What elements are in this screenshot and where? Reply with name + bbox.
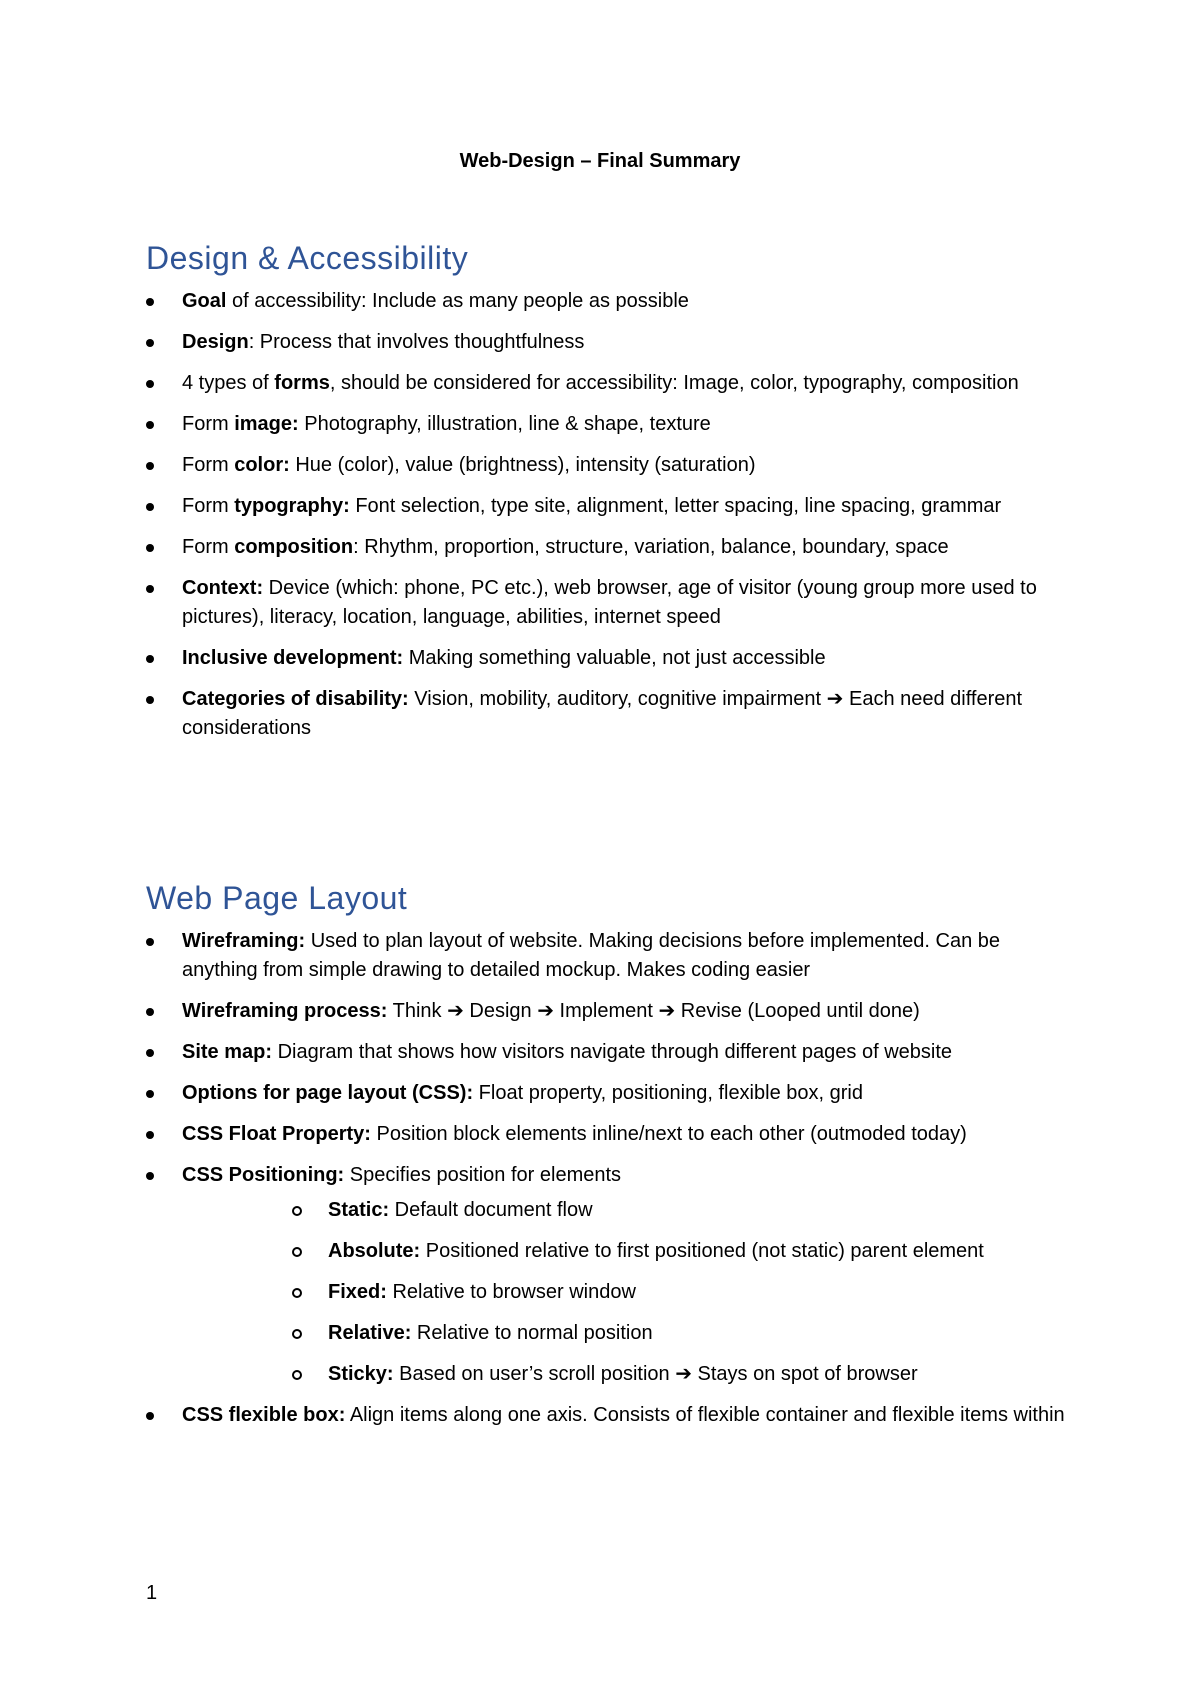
- list-item: [146, 1161, 1076, 1389]
- sub-list-item: [292, 1319, 1076, 1348]
- bullet-icon: [146, 339, 154, 347]
- item-term: Design: [182, 331, 249, 353]
- bullet-icon: [146, 696, 154, 704]
- item-text: : Process that involves thoughtfulness: [248, 331, 585, 353]
- item-lead: Form: [182, 454, 235, 476]
- item-term: image:: [234, 413, 299, 435]
- item-term: Wireframing:: [182, 930, 306, 952]
- item-text: Position block elements inline/next to each other (outmoded today): [370, 1123, 967, 1145]
- item-text: Relative to browser window: [386, 1281, 636, 1303]
- item-text: : Rhythm, proportion, structure, variation, balance, boundary, space: [353, 536, 949, 558]
- list-item: [146, 1120, 1076, 1149]
- item-lead: Form: [182, 536, 235, 558]
- item-text: Think ➔ Design ➔ Implement ➔ Revise (Looped until done): [387, 1000, 920, 1022]
- item-term: composition: [234, 536, 354, 558]
- item-term: CSS Positioning:: [182, 1164, 345, 1186]
- item-text: , should be considered for accessibility: Image, color, typography, composition: [329, 372, 1019, 394]
- item-text: of accessibility: Include as many people as possible: [226, 290, 689, 312]
- item-text: Align items along one axis. Consists of flexible container and flexible items within: [345, 1404, 1065, 1426]
- item-text: Used to plan layout of website. Making decisions before implemented. Can be anything from simple drawing to detailed mockup. Makes coding easier: [182, 930, 1001, 981]
- list-item: [146, 574, 1076, 632]
- item-term: Absolute:: [328, 1240, 421, 1262]
- list-item: [146, 685, 1076, 743]
- list-item: [146, 1401, 1076, 1430]
- circle-bullet-icon: [292, 1247, 302, 1257]
- bullet-icon: [146, 1090, 154, 1098]
- list-item: [146, 369, 1076, 398]
- bullet-icon: [146, 585, 154, 593]
- item-text: Specifies position for elements: [344, 1164, 622, 1186]
- circle-bullet-icon: [292, 1288, 302, 1298]
- sub-list-item: [292, 1278, 1076, 1307]
- bullet-icon: [146, 503, 154, 511]
- sub-list-item: [292, 1196, 1076, 1225]
- list-item: [146, 1079, 1076, 1108]
- section-design-accessibility: [146, 240, 1076, 755]
- bullet-icon: [146, 1412, 154, 1420]
- item-term: Fixed:: [328, 1281, 387, 1303]
- item-term: Relative:: [328, 1322, 412, 1344]
- bullet-list: [146, 287, 1076, 743]
- item-text: Font selection, type site, alignment, letter spacing, line spacing, grammar: [349, 495, 1002, 517]
- item-term: Options for page layout (CSS):: [182, 1082, 474, 1104]
- item-term: Site map:: [182, 1041, 273, 1063]
- document-title: Web-Design – Final Summary: [459, 150, 741, 172]
- item-text: Device (which: phone, PC etc.), web browser, age of visitor (young group more used to pictures), literacy, location, language, abilities, internet speed: [182, 577, 1037, 628]
- item-term: Wireframing process:: [182, 1000, 388, 1022]
- bullet-icon: [146, 544, 154, 552]
- item-text: Diagram that shows how visitors navigate through different pages of website: [272, 1041, 953, 1063]
- circle-bullet-icon: [292, 1329, 302, 1339]
- bullet-icon: [146, 421, 154, 429]
- circle-bullet-icon: [292, 1370, 302, 1380]
- bullet-icon: [146, 938, 154, 946]
- bullet-icon: [146, 655, 154, 663]
- page-number: 1: [146, 1582, 158, 1604]
- list-item: [146, 328, 1076, 357]
- bullet-icon: [146, 1008, 154, 1016]
- item-text: Making something valuable, not just accessible: [403, 647, 826, 669]
- list-item: [146, 533, 1076, 562]
- section-heading: Web Page Layout: [146, 880, 408, 916]
- item-lead: Form: [182, 413, 235, 435]
- item-term: color:: [234, 454, 290, 476]
- item-text: Based on user’s scroll position ➔ Stays on spot of browser: [393, 1363, 918, 1385]
- bullet-list: [146, 927, 1076, 1430]
- list-item: [146, 644, 1076, 673]
- item-text: Default document flow: [389, 1199, 593, 1221]
- item-term: Categories of disability:: [182, 688, 409, 710]
- list-item: [146, 1038, 1076, 1067]
- bullet-icon: [146, 380, 154, 388]
- item-text: Float property, positioning, flexible box, grid: [473, 1082, 863, 1104]
- item-term: typography:: [234, 495, 350, 517]
- item-term: Static:: [328, 1199, 390, 1221]
- list-item: [146, 451, 1076, 480]
- bullet-icon: [146, 1049, 154, 1057]
- item-term: Inclusive development:: [182, 647, 404, 669]
- item-term: Goal: [182, 290, 227, 312]
- bullet-icon: [146, 1172, 154, 1180]
- list-item: [146, 997, 1076, 1026]
- section-web-page-layout: [146, 880, 1076, 1442]
- item-text: Positioned relative to first positioned (not static) parent element: [420, 1240, 984, 1262]
- bullet-icon: [146, 298, 154, 306]
- item-text: Relative to normal position: [411, 1322, 653, 1344]
- sub-list: [182, 1196, 1076, 1389]
- sub-list-item: [292, 1360, 1076, 1389]
- bullet-icon: [146, 1131, 154, 1139]
- bullet-icon: [146, 462, 154, 470]
- section-heading: Design & Accessibility: [146, 240, 469, 276]
- sub-list-item: [292, 1237, 1076, 1266]
- list-item: [146, 287, 1076, 316]
- circle-bullet-icon: [292, 1206, 302, 1216]
- item-text: Hue (color), value (brightness), intensity (saturation): [289, 454, 756, 476]
- item-lead: 4 types of: [182, 372, 275, 394]
- item-term: CSS Float Property:: [182, 1123, 371, 1145]
- item-term: Sticky:: [328, 1363, 394, 1385]
- item-text: Vision, mobility, auditory, cognitive impairment ➔ Each need different considerations: [182, 688, 1023, 739]
- item-text: Photography, illustration, line & shape, texture: [298, 413, 711, 435]
- list-item: [146, 410, 1076, 439]
- item-term: Context:: [182, 577, 264, 599]
- item-term: forms: [274, 372, 330, 394]
- item-term: CSS flexible box:: [182, 1404, 346, 1426]
- item-lead: Form: [182, 495, 235, 517]
- list-item: [146, 927, 1076, 985]
- list-item: [146, 492, 1076, 521]
